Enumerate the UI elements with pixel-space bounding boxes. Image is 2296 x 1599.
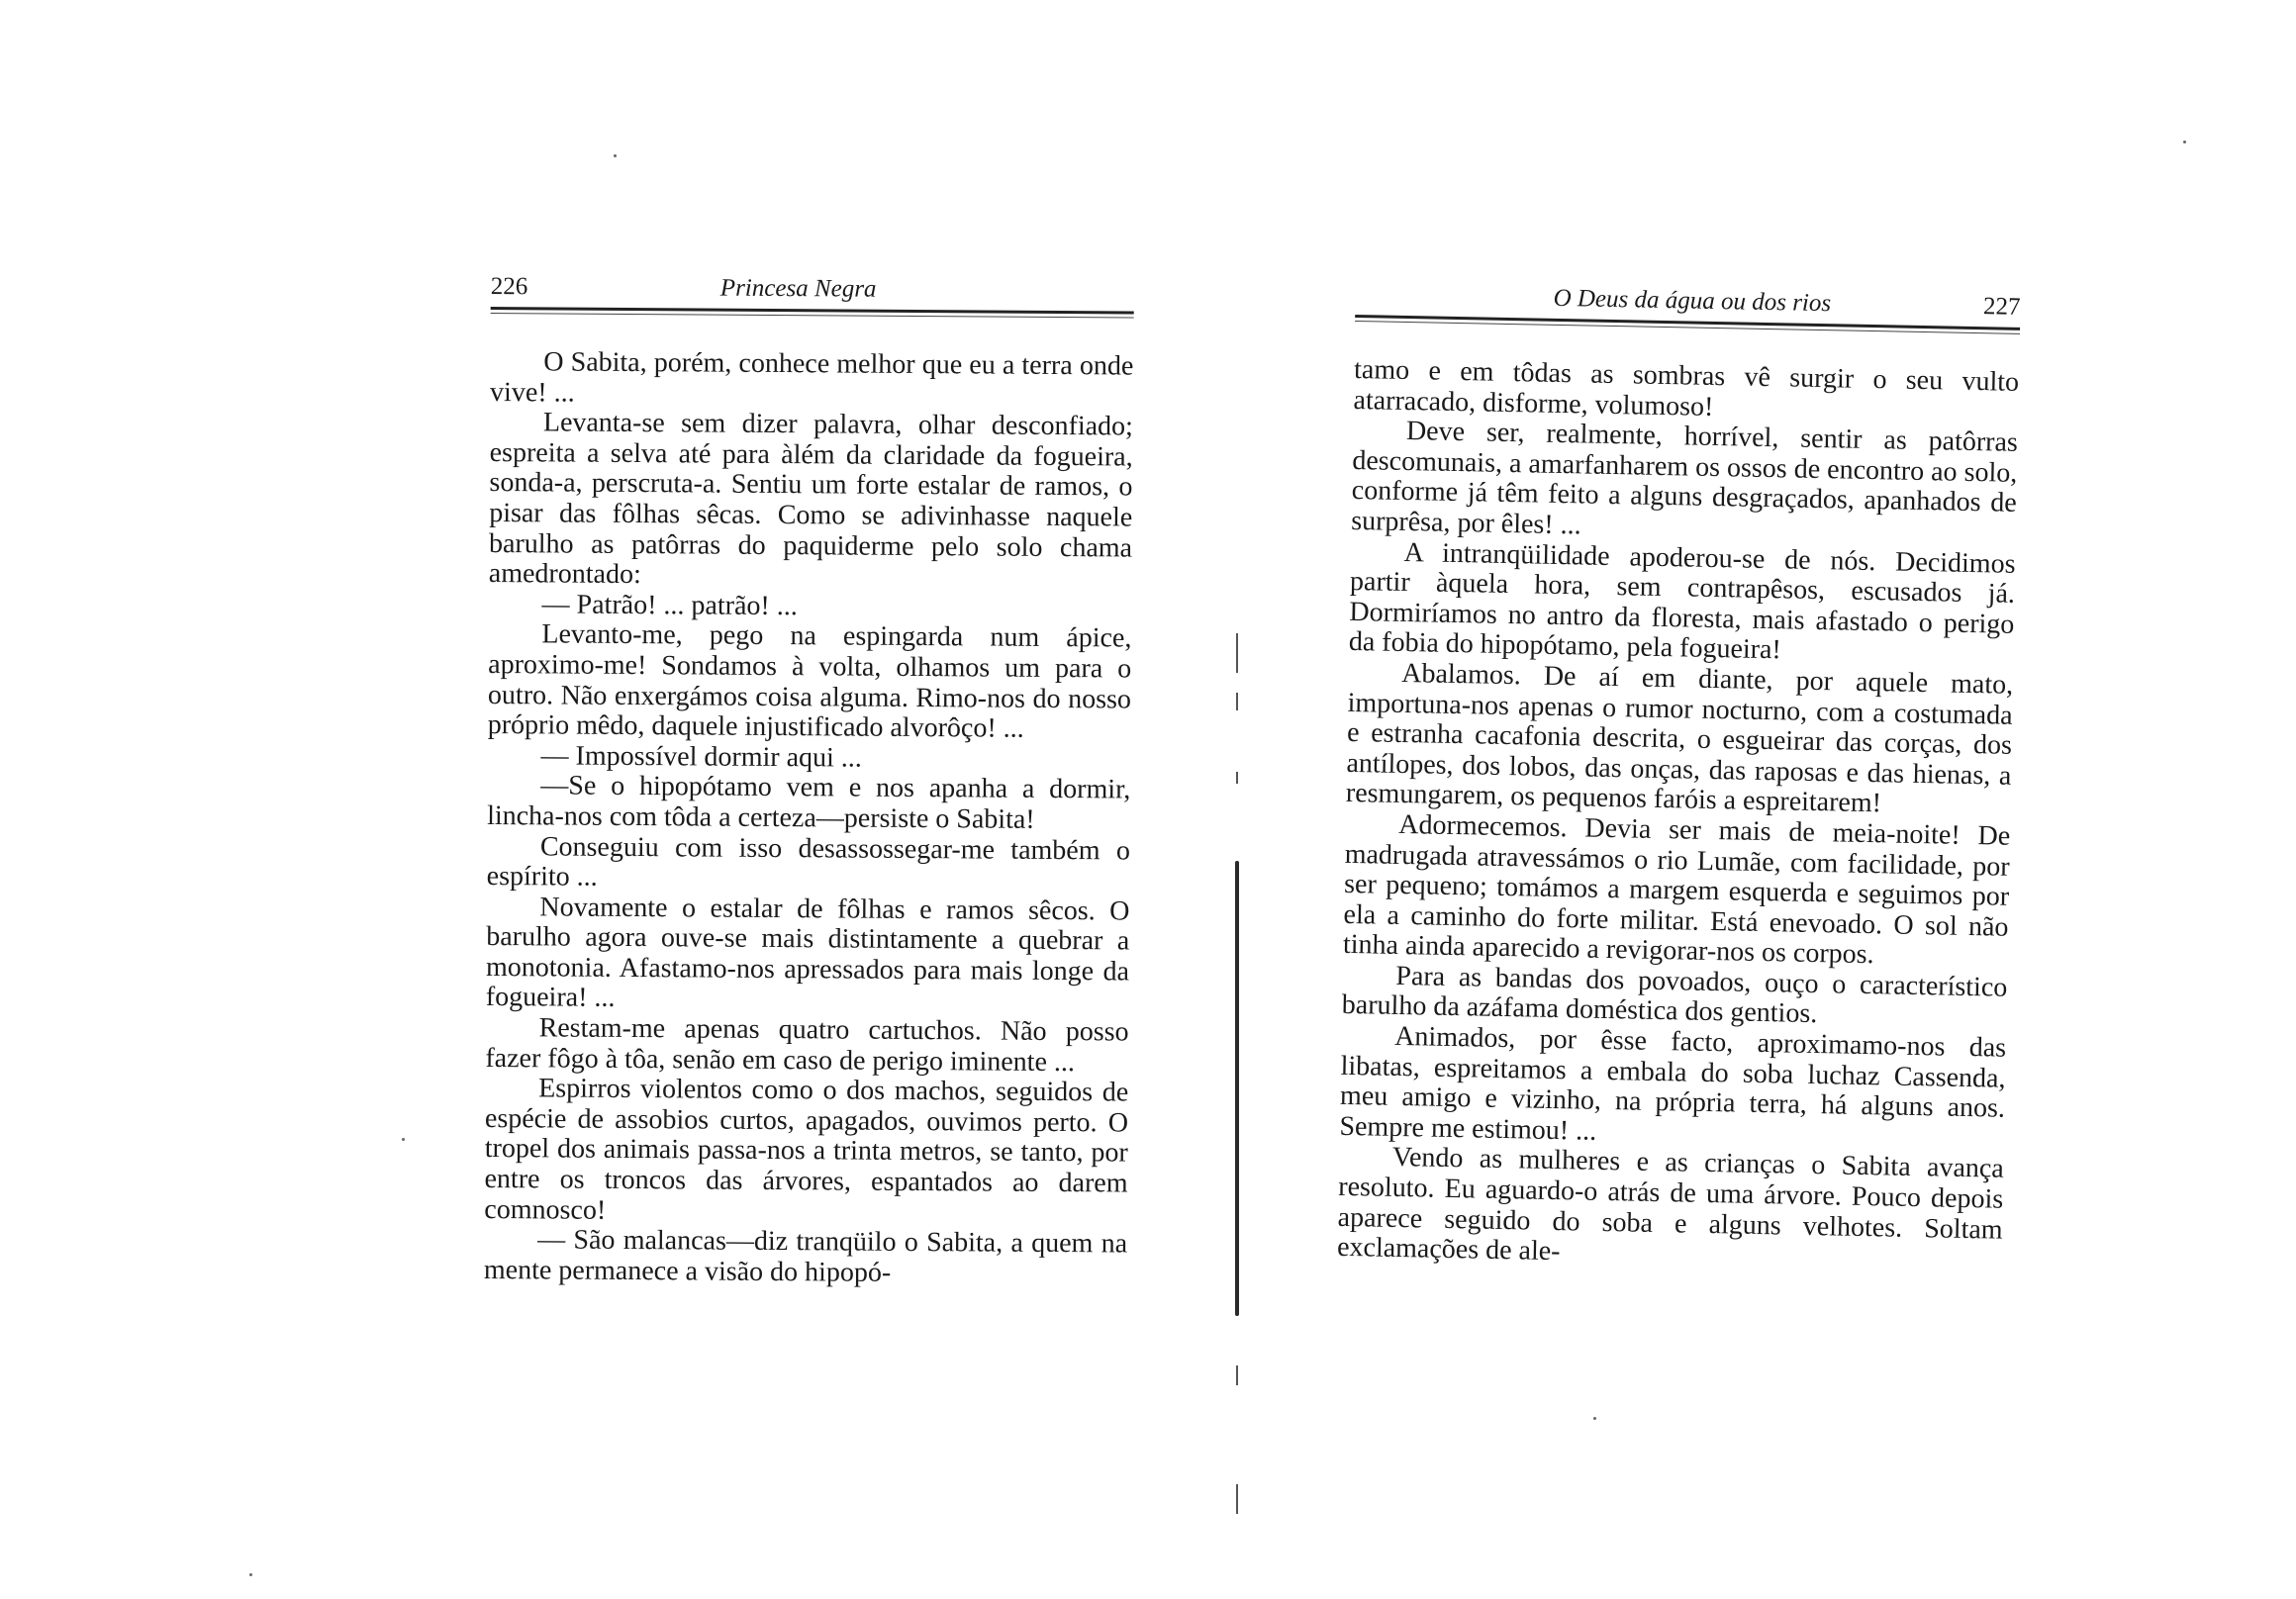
gutter-mark xyxy=(1236,1484,1238,1514)
scan-speck xyxy=(614,154,617,157)
paragraph: Conseguiu com isso desassossegar-me também o espírito ... xyxy=(486,830,1131,893)
paragraph: Novamente o estalar de fôlhas e ramos sêcos. O barulho agora ouve-se mais distintamente a quebrar a monotonia. Afastamo-nos apressados para mais longe da fogueira! ... xyxy=(485,892,1130,1014)
paragraph: Vendo as mulheres e as crianças o Sabita avança resoluto. Eu aguardo-o atrás de uma árvore. Pouco depois aparece seguido do soba e alguns velhotes. Soltam exclamações de ale- xyxy=(1336,1142,2005,1268)
gutter-shadow-line xyxy=(1235,861,1239,1316)
left-page xyxy=(484,267,1134,1290)
scan-speck xyxy=(249,1573,252,1576)
paragraph: Adormecemos. Devia ser mais de meia-noite! De madrugada atravessámos o rio Lumãe, com facilidade, por ser pequeno; tomámos a margem esquerda e seguimos por ela a caminho do forte militar. Está enevoado. O sol não tinha ainda aparecido a revigorar-nos os corpos. xyxy=(1342,808,2011,971)
right-page xyxy=(1337,275,2021,1276)
paragraph: Levanta-se sem dizer palavra, olhar desconfiado; espreita a selva até para àlém da claridade da fogueira, sonda-a, perscruta-a. Sentiu um forte estalar de ramos, o pisar das fôlhas sêcas. Como se adivinhasse naquele barulho as patôrras do paquiderme pelo solo chama amedrontado: xyxy=(488,407,1133,591)
left-page-number: 226 xyxy=(490,272,528,301)
paragraph: — São malancas—diz tranqüilo o Sabita, a quem na mente permanece a visão do hipopó- xyxy=(483,1224,1128,1288)
left-running-title: Princesa Negra xyxy=(719,274,877,303)
paragraph: Levanto-me, pego na espingarda num ápice, aproximo-me! Sondamos à volta, olhamos um para o outro. Não enxergámos coisa alguma. Rimo-nos do nosso próprio mêdo, daquele injustificado alvorôço! ... xyxy=(487,618,1132,744)
paragraph: Abalamos. De aí em diante, por aquele mato, importuna-nos apenas o rumor nocturno, com a costumada e estranha cacafonia descrita, o esgueirar das corças, dos antílopes, dos lobos, das onças, das raposas e das hienas, a resmungarem, os pequenos faróis a espreitarem! xyxy=(1345,657,2014,819)
paragraph: A intranqüilidade apoderou-se de nós. Decidimos partir àquela hora, sem contrapêsos, escusados já. Dormiríamos no antro da floresta, mais afastado o perigo da fobia do hipopótamo, pela fogueira! xyxy=(1348,536,2016,666)
scan-speck xyxy=(2183,141,2186,143)
right-running-title: O Deus da água ou dos rios xyxy=(1553,284,1832,318)
gutter-mark xyxy=(1236,772,1238,784)
gutter-mark xyxy=(1236,633,1238,673)
gutter-mark xyxy=(1236,693,1238,710)
paragraph: Espirros violentos como o dos machos, seguidos de espécie de assobios curtos, apagados, ouvimos perto. O tropel dos animais passa-nos a trinta metros, se tanto, por entre os troncos das árvores, espantados ao darem comnosco! xyxy=(484,1073,1129,1226)
paragraph: tamo e em tôdas as sombras vê surgir o seu vulto atarracado, disforme, volumoso! xyxy=(1353,353,2020,423)
paragraph: Restam-me apenas quatro cartuchos. Não posso fazer fôgo à tôa, senão em caso de perigo iminente ... xyxy=(485,1012,1129,1078)
paragraph: Deve ser, realmente, horrível, sentir as patôrras descomunais, a amarfanharem os ossos de encontro ao solo, conforme já têm feito a alguns desgraçados, apanhados de surprêsa, por êles! ... xyxy=(1350,416,2019,541)
paragraph: —Se o hipopótamo vem e nos apanha a dormir, lincha-nos com tôda a certeza—persiste o Sabita! xyxy=(487,770,1131,835)
scan-speck xyxy=(402,1138,405,1141)
paragraph: Animados, por êsse facto, aproximamo-nos das libatas, espreitamos a embala do soba luchaz Cassenda, meu amigo e vizinho, na própria terra, há alguns anos. Sempre me estimou! ... xyxy=(1339,1020,2007,1147)
left-page-body xyxy=(484,347,1134,1290)
paragraph: Para as bandas dos povoados, ouço o característico barulho da azáfama doméstica dos gentios. xyxy=(1341,960,2008,1030)
right-page-header xyxy=(1355,275,2021,330)
right-page-number: 227 xyxy=(1982,293,2021,321)
gutter-mark xyxy=(1236,1365,1238,1385)
paragraph: O Sabita, porém, conhece melhor que eu a terra onde vive! ... xyxy=(490,346,1134,409)
right-page-body xyxy=(1337,355,2019,1276)
left-page-header xyxy=(491,267,1134,315)
paragraph: — Impossível dormir aqui ... xyxy=(540,740,862,774)
scan-speck xyxy=(1593,1417,1596,1420)
paragraph: — Patrão! ... patrão! ... xyxy=(541,589,798,621)
